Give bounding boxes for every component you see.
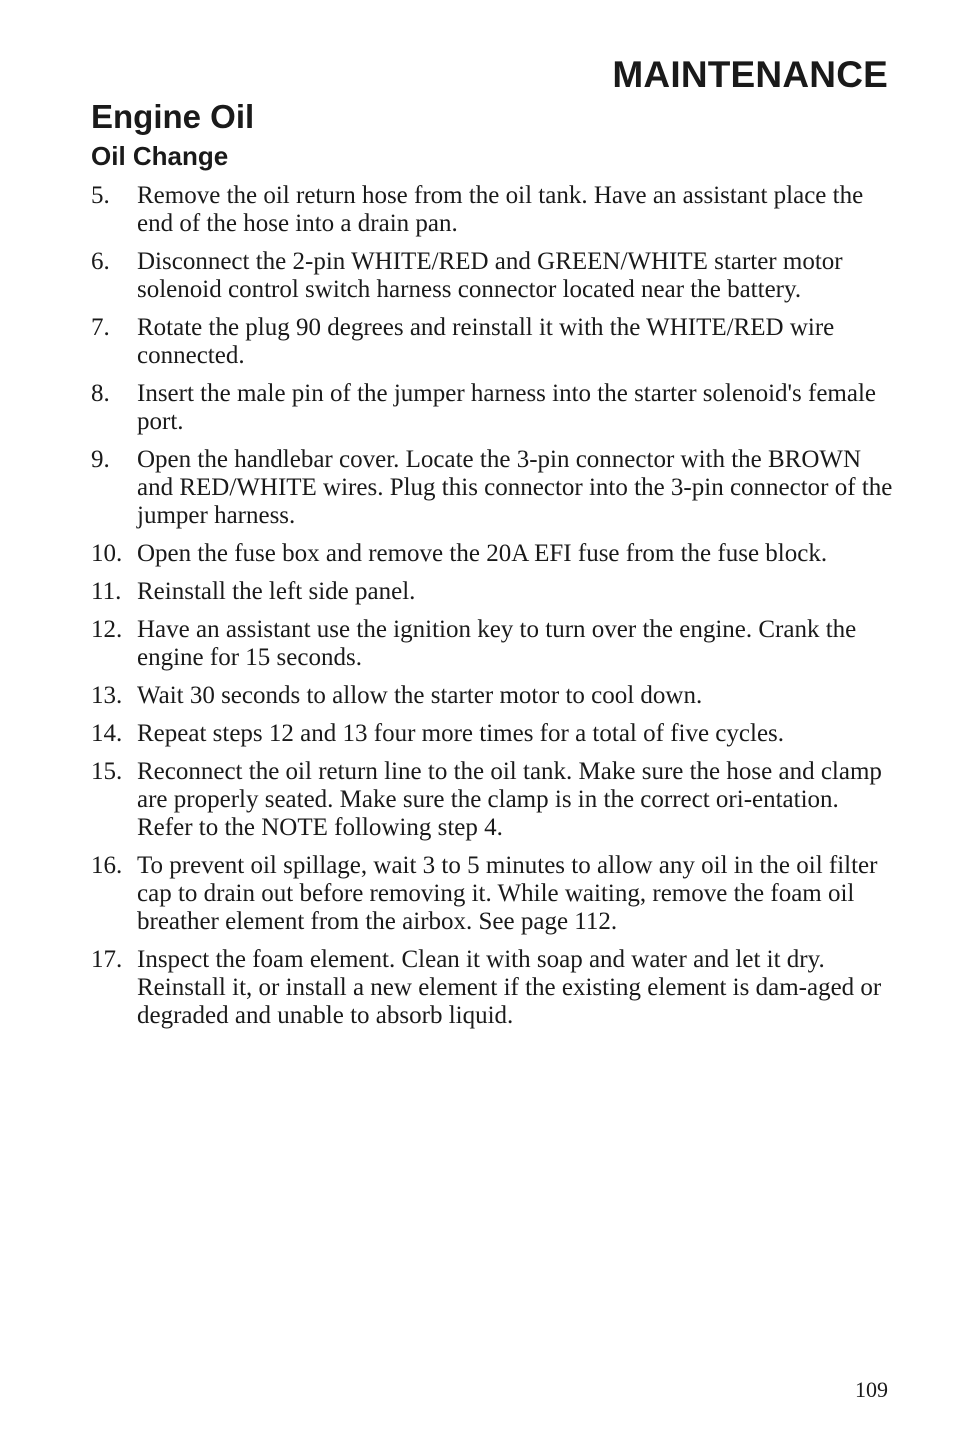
step-text: Disconnect the 2-pin WHITE/RED and GREEN/WHITE starter motor solenoid control switch harness connector located near the battery. bbox=[137, 248, 843, 303]
step-text: Open the fuse box and remove the 20A EFI fuse from the fuse block. bbox=[137, 540, 828, 567]
page-heading: Engine Oil bbox=[91, 98, 255, 135]
section-title: MAINTENANCE bbox=[612, 54, 888, 95]
step-number: 11. bbox=[91, 578, 122, 605]
page-number: 109 bbox=[855, 1377, 888, 1402]
step-text: Inspect the foam element. Clean it with soap and water and let it dry. Reinstall it, or install a new element if the existing element is dam-aged or degraded and unable to absorb liquid. bbox=[137, 946, 882, 1029]
step-text: Reinstall the left side panel. bbox=[137, 578, 416, 605]
step-number: 7. bbox=[91, 314, 110, 341]
step-number: 12. bbox=[91, 616, 123, 643]
step-number: 8. bbox=[91, 380, 110, 407]
list-item bbox=[91, 616, 893, 672]
list-item bbox=[91, 682, 893, 710]
step-text: Wait 30 seconds to allow the starter motor to cool down. bbox=[137, 682, 703, 709]
list-item bbox=[91, 758, 893, 842]
step-number: 16. bbox=[91, 852, 123, 879]
list-item bbox=[91, 248, 893, 304]
step-text: To prevent oil spillage, wait 3 to 5 minutes to allow any oil in the oil filter cap to drain out before removing it. While waiting, remove the foam oil breather element from the airbox. See page 112. bbox=[137, 852, 878, 935]
step-text: Open the handlebar cover. Locate the 3-pin connector with the BROWN and RED/WHITE wires. Plug this connector into the 3-pin connector of the jumper harness. bbox=[137, 446, 893, 529]
step-text: Rotate the plug 90 degrees and reinstall it with the WHITE/RED wire connected. bbox=[137, 314, 835, 369]
step-text: Reconnect the oil return line to the oil tank. Make sure the hose and clamp are properly seated. Make sure the clamp is in the correct ori-entation. Refer to the NOTE following step 4. bbox=[137, 758, 882, 841]
steps-list bbox=[91, 182, 893, 1040]
list-item bbox=[91, 720, 893, 748]
step-number: 13. bbox=[91, 682, 123, 709]
list-item bbox=[91, 946, 893, 1030]
step-number: 5. bbox=[91, 182, 110, 209]
step-number: 9. bbox=[91, 446, 110, 473]
list-item bbox=[91, 446, 893, 530]
step-text: Have an assistant use the ignition key to turn over the engine. Crank the engine for 15 seconds. bbox=[137, 616, 857, 671]
step-text: Insert the male pin of the jumper harness into the starter solenoid's female port. bbox=[137, 380, 877, 435]
list-item bbox=[91, 182, 893, 238]
step-number: 10. bbox=[91, 540, 123, 567]
list-item bbox=[91, 852, 893, 936]
step-text: Remove the oil return hose from the oil tank. Have an assistant place the end of the hose into a drain pan. bbox=[137, 182, 864, 237]
step-text: Repeat steps 12 and 13 four more times for a total of five cycles. bbox=[137, 720, 785, 747]
list-item bbox=[91, 578, 893, 606]
step-number: 6. bbox=[91, 248, 110, 275]
list-item bbox=[91, 380, 893, 436]
list-item bbox=[91, 314, 893, 370]
subheading: Oil Change bbox=[91, 141, 229, 171]
step-number: 15. bbox=[91, 758, 123, 785]
list-item bbox=[91, 540, 893, 568]
step-number: 17. bbox=[91, 946, 123, 973]
step-number: 14. bbox=[91, 720, 123, 747]
